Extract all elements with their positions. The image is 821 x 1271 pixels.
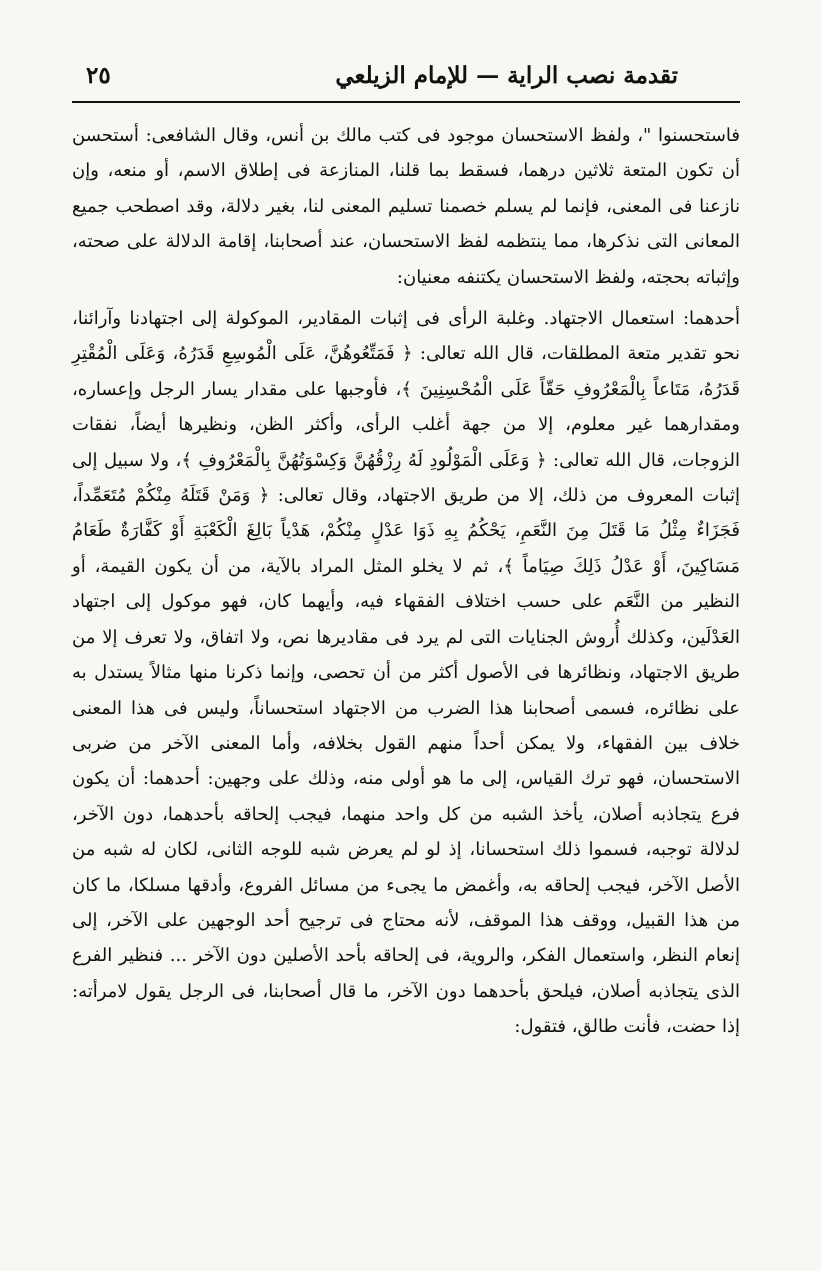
page-number: ٢٥ <box>86 62 111 89</box>
running-header <box>72 56 740 100</box>
header-rule <box>72 101 740 103</box>
paragraph-1: فاستحسنوا "، ولفظ الاستحسان موجود فى كتب مالك بن أنس، وقال الشافعى: أستحسن أن تكون المتعة ثلاثين درهما، فسقط بما قلنا، المنازعة فى إطلاق الاسم، أو منعه، وإن نازعنا فى المعنى، فإنما لم يسلم خصمنا تسليم المعنى لنا، بغير دلالة، وقد اصطحب جميع المعانى التى نذكرها، مما ينتظمه لفظ الاستحسان، عند أصحابنا، إقامة الدلالة على صحته، وإثباته بحجته، ولفظ الاستحسان يكتنفه معنيان: <box>72 125 740 288</box>
body-text <box>72 118 740 1051</box>
paragraph-2: أحدهما: استعمال الاجتهاد. وغلبة الرأى فى إثبات المقادير، الموكولة إلى اجتهادنا وآرائنا، نحو تقدير متعة المطلقات، قال الله تعالى: ﴿ فَمَتِّعُوهُنَّ، عَلَى الْمُوسِعِ قَدَرُهُ، وَعَلَى الْمُقْتِرِ قَدَرُهُ، مَتَاعاً بِالْمَعْرُوفِ حَقّاً عَلَى الْمُحْسِنِينَ ﴾، فأوجبها على مقدار يسار الرجل وإعساره، ومقدارهما غير معلوم، إلا من جهة أغلب الرأى، وأكثر الظن، ونظيرها أيضاً، نفقات الزوجات، قال الله تعالى: ﴿ وَعَلَى الْمَوْلُودِ لَهُ رِزْقُهُنَّ وَكِسْوَتُهُنَّ بِالْمَعْرُوفِ ﴾، ولا سبيل إلى إثبات المعروف من ذلك، إلا من طريق الاجتهاد، وقال تعالى: ﴿ وَمَنْ قَتَلَهُ مِنْكُمْ مُتَعَمِّداً، فَجَزَاءٌ مِثْلُ مَا قَتَلَ مِنَ النَّعَمِ، يَحْكُمُ بِهِ ذَوَا عَدْلٍ مِنْكُمْ، هَدْياً بَالِغَ الْكَعْبَةِ أَوْ كَفَّارَةٌ طَعَامُ مَسَاكِينَ، أَوْ عَدْلُ ذَلِكَ صِيَاماً ﴾، ثم لا يخلو المثل المراد بالآية، من أن يكون القيمة، أو النظير من النَّعَم على حسب اختلاف الفقهاء فيه، وأيهما كان، فهو موكول إلى اجتهاد العَدْلَين، وكذلك أُروش الجنايات التى لم يرد فى مقاديرها نص، ولا اتفاق، ولا تعرف إلا من طريق الاجتهاد، ونظائرها فى الأصول أكثر من أن تحصى، وإنما ذكرنا منها مثالاً يستدل به على نظائره، فسمى أصحابنا هذا الضرب من الاجتهاد استحساناً، وليس فى هذا المعنى خلاف بين الفقهاء، ولا يمكن أحداً منهم القول بخلافه، وأما المعنى الآخر من ضربى الاستحسان، فهو ترك القياس، إلى ما هو أولى منه، وذلك على وجهين: أحدهما: أن يكون فرع يتجاذبه أصلان، يأخذ الشبه من كل واحد منهما، فيجب إلحاقه بأحدهما، دون الآخر، لدلالة توجبه، فسموا ذلك استحسانا، إذ لو لم يعرض شبه للوجه الثانى، لكان له شبه من الأصل الآخر، فيجب إلحاقه به، وأغمض ما يجىء من مسائل الفروع، وأدقها مسلكا، ما كان من هذا القبيل، ووقف هذا الموقف، لأنه محتاج فى ترجيح أحد الوجهين على الآخر، إلى إنعام النظر، واستعمال الفكر، والروية، فى إلحاقه بأحد الأصلين دون الآخر ... فنظير الفرع الذى يتجاذبه أصلان، فيلحق بأحدهما دون الآخر، ما قال أصحابنا، فى الرجل يقول لامرأته: إذا حضت، فأنت طالق، فتقول: <box>72 308 740 1038</box>
header-title: تقدمة نصب الراية — للإمام الزيلعي <box>335 62 678 89</box>
